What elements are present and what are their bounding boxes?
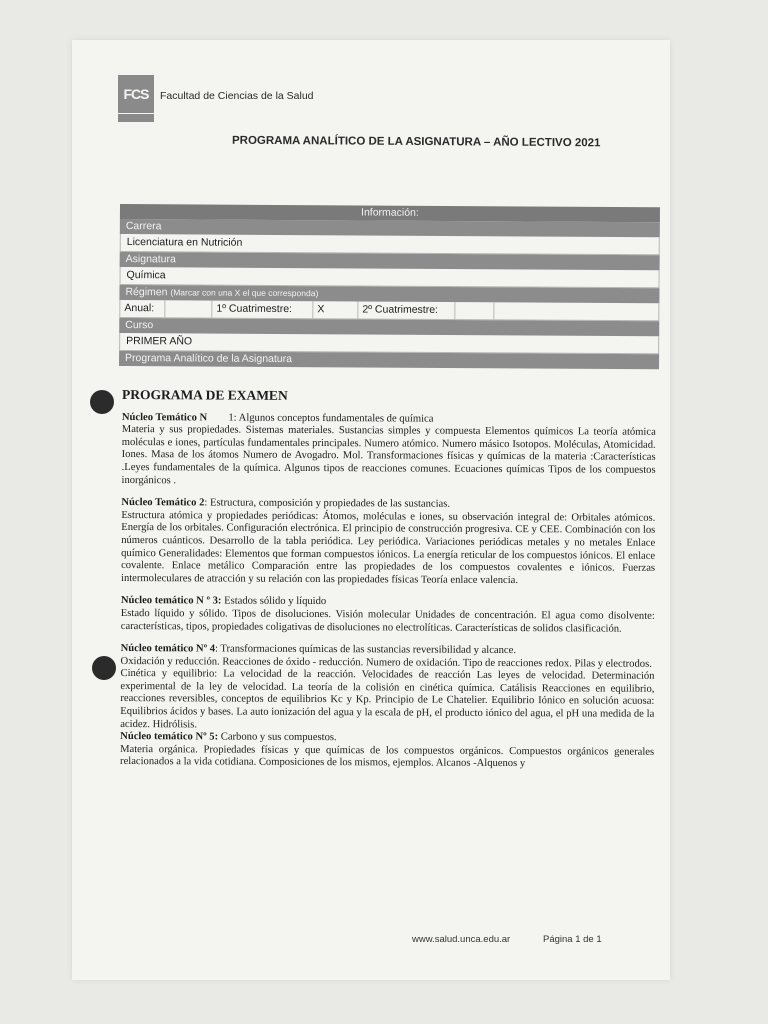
carrera-label: Carrera	[120, 219, 660, 237]
anual-value	[165, 300, 212, 317]
info-table	[119, 204, 660, 369]
document-title: PROGRAMA ANALÍTICO DE LA ASIGNATURA – AÑO LECTIVO 2021	[231, 134, 601, 150]
info-title: Información:	[120, 204, 660, 222]
punch-hole-bottom	[92, 656, 116, 680]
nucleo-2-body: Estructura atómica y propiedades periódicas: Átomos, moléculas e iones, su observación integral de: Orbitales atómicos. Energía de los orbitales. Configuración electrónica. El principio de construcción progresiva. CE y CEE. Combinación con los números cuánticos. Desarrollo de la tabla periódica. Ley periódica. Variaciones periódicas metales y no metales Enlace químico Generalidades: Elementos que forman compuestos iónicos. La energía reticular de los compuestos iónicos. El enlace covalente. Enlace metálico Comparación entre las propiedades de los compuestos covalentes e iónicos. Fuerzas intermoleculares de atracción y su relación con las propiedades físicas Teoría enlace valencia.	[120, 509, 656, 586]
nucleo-2-title: Núcleo Temático 2	[121, 497, 205, 509]
nucleo-2	[121, 497, 655, 588]
faculty-name: Facultad de Ciencias de la Salud	[160, 90, 314, 102]
footer-page-number: Página 1 de 1	[543, 934, 602, 945]
regimen-spacer	[494, 302, 658, 320]
nucleo-5-body: Materia orgánica. Propiedades físicas y que químicas de los compuestos orgánicos. Compuestos orgánicos generales relacionados a la vida cotidiana. Composiciones de los mismos, ejemplos. Alcanos -Alquenos y	[120, 743, 655, 770]
asignatura-value: Química	[120, 267, 660, 288]
footer-url: www.salud.unca.edu.ar	[412, 934, 511, 945]
cuatrimestre-2-label: 2º Cuatrimestre:	[358, 301, 455, 319]
nucleo-5-title: Núcleo temático Nº 5:	[120, 731, 219, 743]
nucleo-4-body-1: Oxidación y reducción. Reacciones de óxido - reducción. Numero de oxidación. Tipo de reacciones redox. Pilas y electrodos.	[120, 655, 652, 670]
nucleo-1-body: Materia y sus propiedades. Sistemas materiales. Sustancias simples y compuesta Elementos químicos La teoría atómica moléculas e iones, partículas fundamentales principales. Numero atómico. Numero másico Isotopos. Moléculas, Atomicidad. Iones. Masa de los átomos Numero de Avogadro. Mol. Transformaciones físicas y químicas de la materia :Características .Leyes fundamentales de la química. Algunos tipos de reacciones comunes. Ecuaciones químicas Tipos de los compuestos inorgánicos .	[121, 424, 656, 486]
cuatrimestre-1-label: 1º Cuatrimestre:	[212, 301, 313, 319]
nucleo-3-body: Estado líquido y sólido. Tipos de disoluciones. Visión molecular Unidades de concentración. El agua como disolvente: características, tipos, propiedades coligativas de disoluciones no electrolíticas. Características de solidos clasificación.	[120, 607, 655, 635]
punch-hole-top	[90, 390, 114, 414]
asignatura-label: Asignatura	[120, 252, 660, 270]
nucleo-1-title: Núcleo Temático N	[121, 411, 208, 424]
nucleo-4-body-2: Cinética y equilibrio: La velocidad de la reacción. Velocidades de reacción Las leyes de velocidad. Determinación experimental de la ley de velocidad. La teoría de la colisión en cinética química. Catálisis Reacciones en equilibrio, reacciones reversibles, conceptos de equilibrios Kc y Kp. Principio de Le Chatelier. Equilibrio Iónico en solución acuosa: Equilibrios ácidos y bases. La auto ionización del agua y la escala de pH, el producto iónico del agua, el pH una medida de la acidez. Hidrólisis.	[120, 668, 655, 731]
curso-value: PRIMER AÑO	[119, 333, 659, 354]
nucleo-2-subtitle: : Estructura, composición y propiedades de las sustancias.	[204, 497, 451, 510]
regimen-label-text: Régimen	[125, 286, 168, 299]
program-content	[120, 389, 656, 772]
curso-label: Curso	[119, 318, 659, 336]
carrera-value: Licenciatura en Nutrición	[120, 234, 660, 255]
nucleo-5-subtitle: Carbono y sus compuestos.	[218, 731, 337, 744]
logo-underbar	[118, 114, 154, 122]
program-heading: PROGRAMA DE EXAMEN	[121, 387, 288, 403]
nucleo-1	[121, 412, 655, 490]
cuatrimestre-1-value: X	[313, 301, 358, 318]
nucleo-5	[120, 731, 654, 772]
anual-label: Anual:	[120, 300, 165, 317]
nucleo-4-title: Núcleo temático Nº 4	[120, 643, 216, 655]
cuatrimestre-2-value	[455, 302, 494, 319]
nucleo-1-subtitle: 1: Algunos conceptos fundamentales de química	[228, 412, 434, 425]
nucleo-3-title: Núcleo temático N º 3:	[120, 595, 222, 607]
regimen-note: (Marcar con una X el que corresponda)	[170, 287, 319, 299]
nucleo-4	[120, 643, 654, 734]
nucleo-3	[121, 595, 655, 636]
nucleo-3-subtitle: Estados sólido y líquido	[221, 595, 327, 608]
faculty-logo	[118, 75, 154, 113]
programa-label: Programa Analítico de la Asignatura	[119, 351, 659, 369]
logo-text: FCS	[123, 86, 149, 102]
nucleo-4-subtitle: : Transformaciones químicas de las sustancias reversibilidad y alcance.	[215, 643, 517, 657]
